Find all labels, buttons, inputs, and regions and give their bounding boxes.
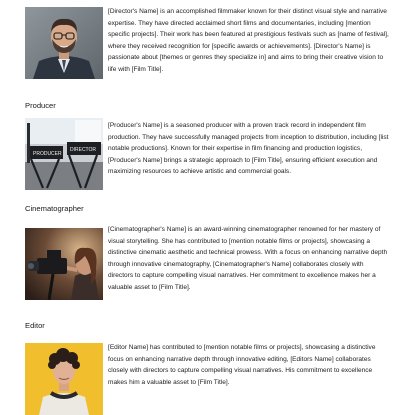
cinematographer-heading: Cinematographer (25, 204, 84, 213)
director-bio: [Director's Name] is an accomplished filmmaker known for their distinct visual style and narrative expertise. They have directed acclaimed short films and documentaries, including [mention specific projects]. Their work has been featured at prestigious festivals such as [name of festival], where they received recognition for [specific awards or achievements]. [Director's Name] is passionate about [themes or genres they specialize in] and aims to bring their creative vision to life with [Film Title]. (108, 8, 389, 73)
editor-photo (25, 343, 103, 415)
director-chair-label: DIRECTOR (70, 147, 97, 153)
editor-bio: [Editor Name] has contributed to [mention notable films or projects], showcasing a distinctive focus on enhancing narrative depth through innovative editing, [Editors Name] collaborates closely with directors to capture compelling visual narratives. His commitment to excellence makes him a valuable asset to [Film Title]. (108, 344, 376, 386)
producer-heading: Producer (25, 101, 56, 110)
producer-chair-label: PRODUCER (33, 151, 62, 157)
cinematographer-photo (25, 228, 103, 300)
cinematographer-bio: [Cinematographer's Name] is an award-winning cinematographer renowned for her mastery of visual storytelling. She has contributed to [mention notable films or projects], showcasing a distinctive cinematic aesthetic and technical prowess. With a focus on enhancing narrative depth through innovative cinematography, [Cinematographer's Name] collaborates closely with directors to capture compelling visual narratives. Her commitment to excellence makes her a valuable asset to [Film Title]. (108, 226, 388, 291)
editor-heading: Editor (25, 321, 45, 330)
producer-bio: [Producer's Name] is a seasoned producer with a proven track record in independent film production. They have successfully managed projects from inception to distribution, including [list notable productions]. Known for their expertise in film financing and production logistics, [Producer's Name] brings a strategic approach to [Film Title], ensuring efficient execution and maximizing resources to achieve artistic and commercial goals. (108, 122, 389, 176)
producer-photo (25, 118, 103, 190)
director-photo (25, 7, 103, 79)
